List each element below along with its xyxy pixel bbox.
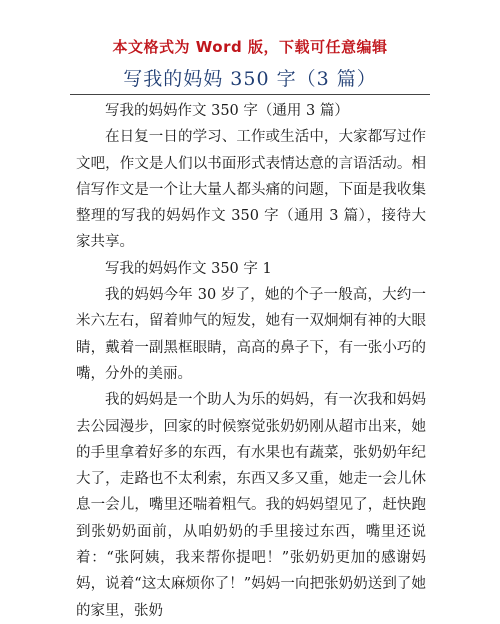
body-paragraph: 我的妈妈是一个助人为乐的妈妈，有一次我和妈妈去公园漫步，回家的时候察觉张奶奶刚从超市出来，她的手里拿着好多的东西，有水果也有蔬菜，张奶奶年纪大了，走路也不太利索，东西又多又重，她走一会儿休息一会儿，嘴里还喘着粗气。我的妈妈望见了，赶快跑到张奶奶面前，从咱奶奶的手里接过东西，嘴里还说着：“张阿姨，我来帮你提吧！”张奶奶更加的感谢妈妈，说着“这太麻烦你了！”妈妈一向把张奶奶送到了她的家里，张奶 bbox=[76, 392, 426, 619]
subtitle-paragraph: 写我的妈妈作文 350 字（通用 3 篇） bbox=[105, 103, 349, 119]
document-body bbox=[76, 98, 426, 624]
section-heading: 写我的妈妈作文 350 字 1 bbox=[105, 260, 272, 277]
title-divider bbox=[70, 94, 430, 95]
body-paragraph: 我的妈妈今年 30 岁了，她的个子一般高，大约一米六左右，留着帅气的短发，她有一双炯炯有神的大眼睛，戴着一副黑框眼睛，高高的鼻子下，有一张小巧的嘴，分外的美丽。 bbox=[76, 287, 426, 382]
intro-paragraph: 在日复一日的学习、工作或生活中，大家都写过作文吧，作文是人们以书面形式表情达意的言语活动。相信写作文是一个让大量人都头痛的问题，下面是我收集整理的写我的妈妈作文 350 字（通用 3 篇），接待大家共享。 bbox=[76, 129, 426, 251]
format-banner: 本文格式为 Word 版，下载可任意编辑 bbox=[112, 38, 388, 56]
document-title: 写我的妈妈 350 字（3 篇） bbox=[123, 68, 377, 90]
